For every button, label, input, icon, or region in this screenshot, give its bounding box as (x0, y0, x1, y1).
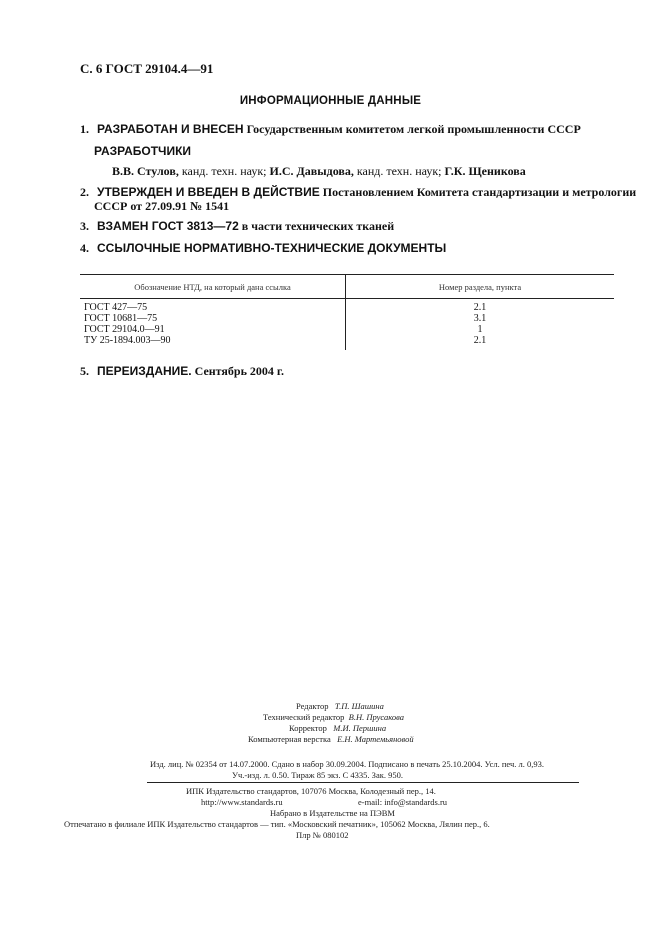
table-cell-doc: ТУ 25-1894.003—90 (84, 335, 171, 346)
table-body (80, 299, 614, 350)
developer-2-degree: канд. техн. наук; (356, 164, 442, 178)
corrector-name: М.И. Першина (333, 723, 387, 733)
references-table (80, 274, 614, 350)
developer-2-name: И.С. Давыдова, (269, 164, 354, 178)
tech-editor-label: Технический редактор (263, 712, 345, 722)
publisher-address: ИПК Издательство стандартов, 107076 Москва, Колодезный пер., 14. (186, 786, 436, 796)
publication-info-2: Уч.-изд. л. 0.50. Тираж 85 экз. С 4335. Зак. 950. (232, 770, 403, 780)
item-2-text: Постановлением Комитета стандартизации и метрологии (322, 185, 637, 199)
section-title: ИНФОРМАЦИОННЫЕ ДАННЫЕ (239, 95, 422, 107)
imprint-divider (147, 782, 579, 783)
item-2 (80, 185, 636, 200)
table-header (80, 275, 614, 299)
item-5-heading: ПЕРЕИЗДАНИЕ. (97, 364, 192, 378)
table-cell-section: 2.1 (473, 335, 487, 346)
layout-name: Е.Н. Мартемьяновой (337, 734, 414, 744)
item-2-continuation (94, 199, 229, 214)
table-header-section: Номер раздела, пункта (438, 281, 522, 292)
table-header-document: Обозначение НТД, на который дана ссылка (80, 275, 346, 298)
developer-3-name: Г.К. Щеникова (444, 164, 526, 178)
item-4 (80, 241, 446, 256)
publication-info-1: Изд. лиц. № 02354 от 14.07.2000. Сдано в набор 30.09.2004. Подписано в печать 25.10.2004. Усл. печ. л. 0,93. (150, 759, 545, 769)
tech-editor-name: В.Н. Прусакова (348, 712, 404, 722)
table-cell-doc: ГОСТ 29104.0—91 (84, 324, 165, 335)
item-4-number: 4. (80, 241, 89, 255)
plr-number: Плр № 080102 (296, 830, 349, 840)
item-5-number: 5. (80, 364, 89, 378)
item-3-text: в части технических тканей (241, 219, 395, 233)
item-1 (80, 122, 581, 137)
item-5-text: Сентябрь 2004 г. (194, 364, 285, 378)
page-header: С. 6 ГОСТ 29104.4—91 (80, 61, 214, 76)
item-3-heading: ВЗАМЕН ГОСТ 3813—72 (97, 219, 239, 233)
table-column-documents (80, 299, 346, 350)
layout-label: Компьютерная верстка (248, 734, 331, 744)
item-1-number: 1. (80, 122, 89, 136)
developers-label: РАЗРАБОТЧИКИ (94, 144, 192, 158)
developer-1-name: В.В. Стулов, (112, 164, 179, 178)
item-2-heading: УТВЕРЖДЕН И ВВЕДЕН В ДЕЙСТВИЕ (97, 185, 320, 199)
table-column-sections (346, 299, 614, 350)
typeset-note: Набрано в Издательстве на ПЭВМ (270, 808, 395, 818)
item-3 (80, 219, 394, 234)
layout-line (248, 734, 414, 744)
editor-line (296, 701, 384, 711)
printed-note: Отпечатано в филиале ИПК Издательство стандартов — тип. «Московский печатник», 105062 Москва, Лялин пер., 6. (64, 819, 490, 829)
corrector-line (289, 723, 386, 733)
website: http://www.standards.ru (201, 797, 283, 807)
item-1-heading: РАЗРАБОТАН И ВНЕСЕН (97, 122, 244, 136)
item-2-text-2: СССР от 27.09.91 № 1541 (94, 199, 230, 213)
editor-name: Т.П. Шашина (334, 701, 384, 711)
table-cell-doc: ГОСТ 427—75 (84, 302, 148, 313)
item-2-number: 2. (80, 185, 89, 199)
table-cell-section: 2.1 (473, 302, 487, 313)
item-3-number: 3. (80, 219, 89, 233)
tech-editor-line (263, 712, 404, 722)
table-cell-doc: ГОСТ 10681—75 (84, 313, 158, 324)
editor-label: Редактор (296, 701, 329, 711)
email: e-mail: info@standards.ru (358, 797, 448, 807)
item-1-text: Государственным комитетом легкой промышленности СССР (246, 122, 581, 136)
item-4-heading: ССЫЛОЧНЫЕ НОРМАТИВНО-ТЕХНИЧЕСКИЕ ДОКУМЕНТЫ (97, 241, 447, 255)
corrector-label: Корректор (289, 723, 327, 733)
table-cell-section: 1 (477, 324, 483, 335)
item-5 (80, 364, 284, 379)
developer-1-degree: канд. техн. наук; (181, 164, 267, 178)
table-cell-section: 3.1 (473, 313, 487, 324)
developers-list (112, 164, 526, 179)
